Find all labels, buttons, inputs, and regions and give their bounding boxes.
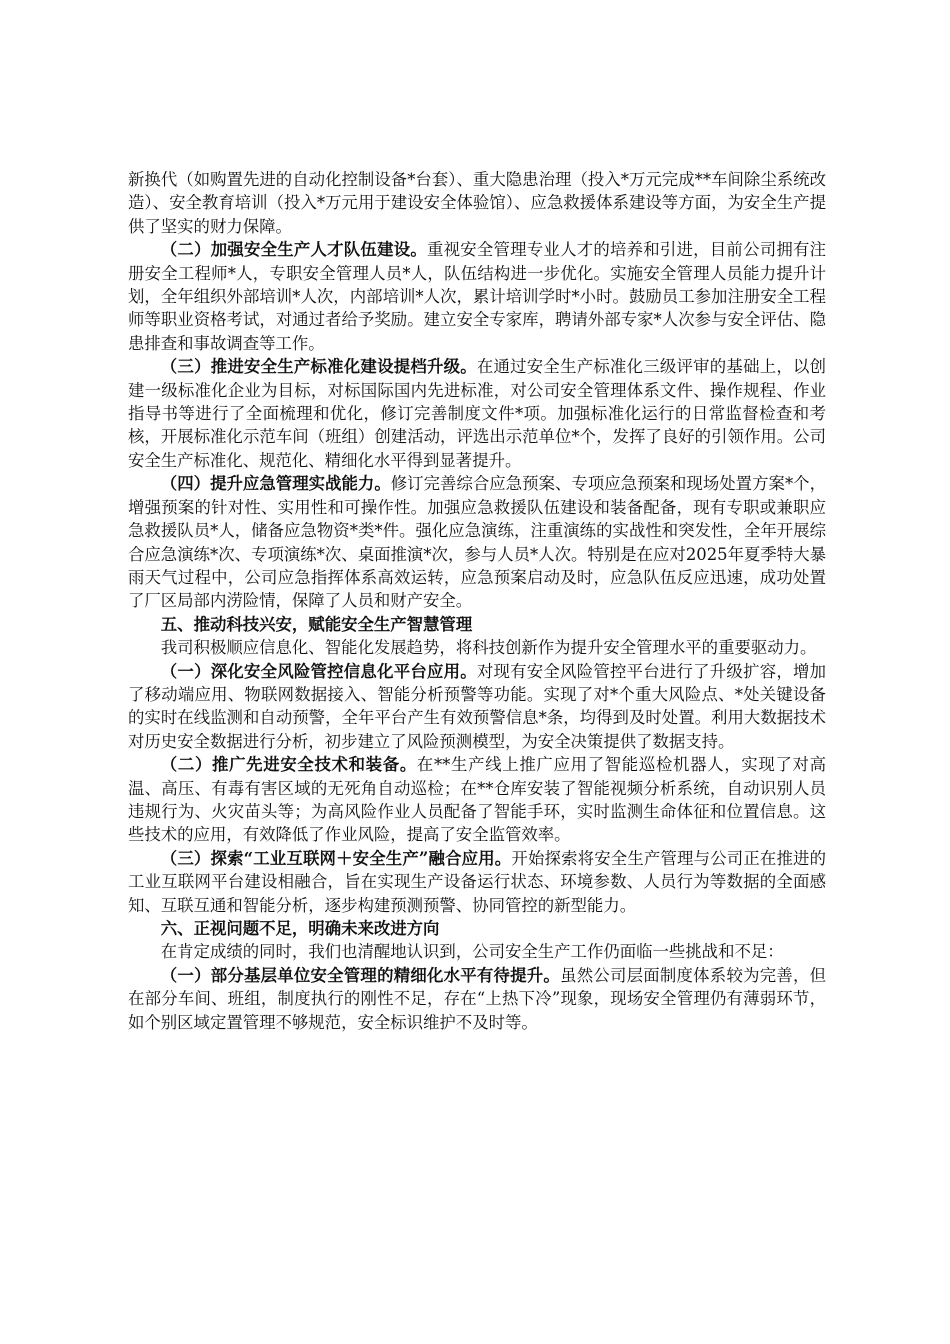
- paragraph-lead: （二）推广先进安全技术和装备。: [160, 755, 417, 775]
- paragraph-emergency: [128, 472, 826, 612]
- paragraph-body: 修订完善综合应急预案、专项应急预案和现场处置方案*个，增强预案的针对性、实用性和可操作性。加强应急救援队伍建设和装备配备，现有专职或兼职应急救援队员*人，储备应急物资*类*件。强化应急演练，注重演练的实战性和突发性，全年开展综合应急演练*次、专项演练*次、桌面推演*次，参与人员*人次。特别是在应对2025年夏季特大暴雨天气过程中，公司应急指挥体系高效运转，应急预案启动及时，应急队伍反应迅速，成功处置了厂区局部内涝险情，保障了人员和财产安全。: [128, 474, 826, 611]
- paragraph-talent-team: [128, 238, 826, 355]
- paragraph-lead: （三）探索“工业互联网＋安全生产”融合应用。: [160, 848, 512, 868]
- paragraph-body: 在通过安全生产标准化三级评审的基础上，以创建一级标准化企业为目标，对标国际国内先进标准，对公司安全管理体系文件、操作规程、作业指导书等进行了全面梳理和优化，修订完善制度文件*项。加强标准化运行的日常监督检查和考核，开展标准化示范车间（班组）创建活动，评选出示范单位*个，发挥了良好的引领作用。公司安全生产标准化、规范化、精细化水平得到显著提升。: [128, 357, 827, 470]
- paragraph-industrial-internet: [128, 847, 826, 917]
- paragraph-funding-continued: 新换代（如购置先进的自动化控制设备*台套）、重大隐患治理（投入*万元完成**车间除尘系统改造）、安全教育培训（投入*万元用于建设安全体验馆）、应急救援体系建设等方面，为安全生产提供了坚实的财力保障。: [128, 170, 826, 236]
- paragraph-body: 开始探索将安全生产管理与公司正在推进的工业互联网平台建设相融合，旨在实现生产设备运行状态、环境参数、人员行为等数据的全面感知、互联互通和智能分析，逐步构建预测预警、协同管控的新型能力。: [128, 848, 826, 915]
- paragraph-lead: （一）深化安全风险管控信息化平台应用。: [160, 661, 477, 681]
- document-page: [128, 168, 826, 1034]
- paragraph-problems-intro: 在肯定成绩的同时，我们也清醒地认识到，公司安全生产工作仍面临一些挑战和不足：: [160, 942, 784, 962]
- section-heading-six: 六、正视问题不足，明确未来改进方向: [160, 919, 440, 938]
- paragraph-standardization: [128, 355, 826, 472]
- section-heading-five: 五、推动科技兴安，赋能安全生产智慧管理: [160, 614, 473, 634]
- paragraph-advanced-tech: [128, 753, 826, 847]
- paragraph-lead: （二）加强安全生产人才队伍建设。: [160, 240, 427, 260]
- paragraph-body: 虽然公司层面制度体系较为完善，但在部分车间、班组，制度执行的刚性不足，存在“上热下冷”现象，现场安全管理仍有薄弱环节，如个别区域定置管理不够规范，安全标识维护不及时等。: [128, 965, 827, 1032]
- paragraph-lead: （四）提升应急管理实战能力。: [160, 474, 391, 494]
- paragraph-body: 重视安全管理专业人才的培养和引进，目前公司拥有注册安全工程师*人，专职安全管理人员*人，队伍结构进一步优化。实施安全管理人员能力提升计划，全年组织外部培训*人次，内部培训*人次，累计培训学时*小时。鼓励员工参加注册安全工程师等职业资格考试，对通过者给予奖励。建立安全专家库，聘请外部专家*人次参与安全评估、隐患排查和事故调查等工作。: [128, 240, 827, 353]
- paragraph-grassroots: [128, 964, 826, 1034]
- paragraph-lead: （一）部分基层单位安全管理的精细化水平有待提升。: [160, 965, 561, 985]
- paragraph-risk-platform: [128, 660, 826, 754]
- paragraph-body: 对现有安全风险管控平台进行了升级扩容，增加了移动端应用、物联网数据接入、智能分析预警等功能。实现了对*个重大风险点、*处关键设备的实时在线监测和自动预警，全年平台产生有效预警信息*条，均得到及时处置。利用大数据技术对历史安全数据进行分析，初步建立了风险预测模型，为安全决策提供了数据支持。: [128, 661, 827, 751]
- paragraph-lead: （三）推进安全生产标准化建设提档升级。: [160, 357, 477, 377]
- paragraph-tech-intro: 我司积极顺应信息化、智能化发展趋势，将科技创新作为提升安全管理水平的重要驱动力。: [160, 638, 817, 658]
- paragraph-body: 在**生产线上推广应用了智能巡检机器人，实现了对高温、高压、有毒有害区域的无死角自动巡检；在**仓库安装了智能视频分析系统，自动识别人员违规行为、火灾苗头等；为高风险作业人员配备了智能手环，实时监测生命体征和位置信息。这些技术的应用，有效降低了作业风险，提高了安全监管效率。: [128, 755, 826, 845]
